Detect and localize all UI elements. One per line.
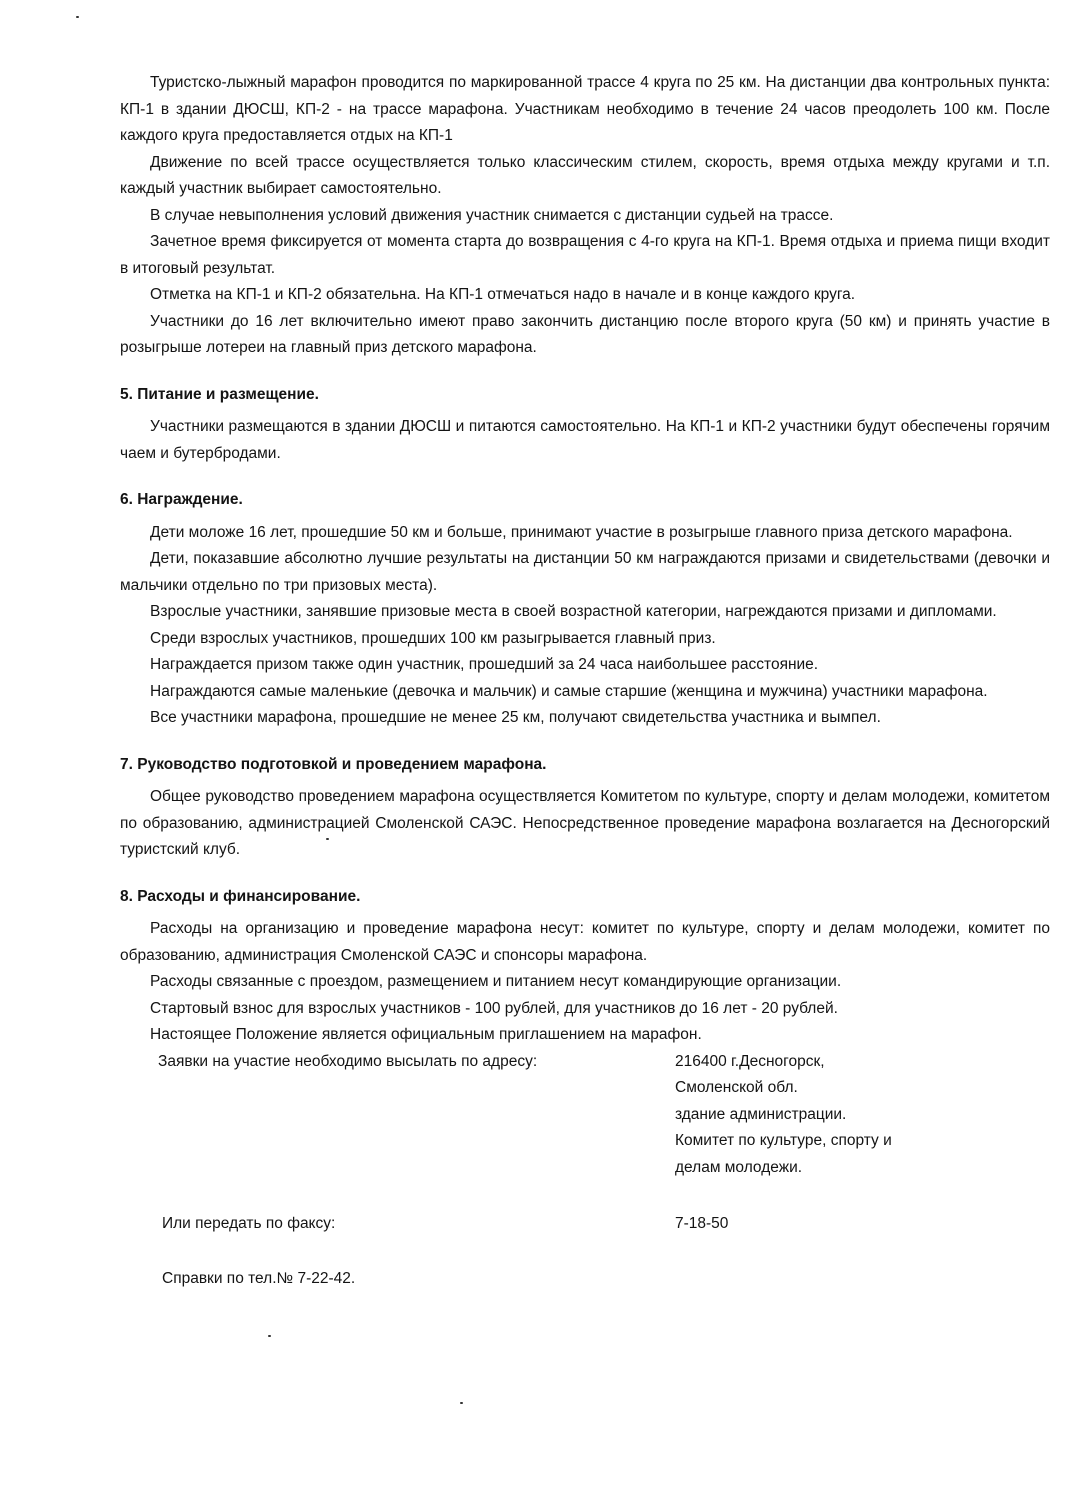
section-7 — [120, 752, 1050, 864]
section-paragraph: Настоящее Положение является официальным приглашением на марафон. — [150, 1026, 702, 1043]
section-paragraph: Дети, показавшие абсолютно лучшие результаты на дистанции 50 км награждаются призами и свидетельствами (девочки и мальчики отдельно по три призовых места). — [120, 550, 1050, 594]
application-address — [120, 1049, 1050, 1182]
intro-paragraph: В случае невыполнения условий движения участник снимается с дистанции судьей на трассе. — [150, 206, 834, 224]
address-line: Смоленской обл. — [675, 1079, 798, 1096]
intro-block — [120, 70, 1050, 362]
scan-speck — [268, 1335, 271, 1337]
fax-info — [120, 1211, 1050, 1238]
section-paragraph: Расходы на организацию и проведение марафона несут: комитет по культуре, спорту и делам молодежи, комитет по образованию, администрация Смоленской САЭС и спонсоры марафона. — [120, 920, 1050, 964]
section-6 — [120, 487, 1050, 732]
address-line: 216400 г.Десногорск, — [675, 1052, 825, 1070]
address-line: здание администрации. — [675, 1105, 847, 1123]
section-paragraph: Стартовый взнос для взрослых участников - 100 рублей, для участников до 16 лет - 20 рублей. — [150, 999, 838, 1017]
section-8 — [120, 884, 1050, 1293]
intro-paragraph: Зачетное время фиксируется от момента старта до возвращения с 4-го круга на КП-1. Время отдыха и приема пищи входит в итоговый результат. — [120, 233, 1050, 277]
address-label: Заявки на участие необходимо высылать по адресу: — [158, 1052, 538, 1070]
fax-label: Или передать по факсу: — [162, 1215, 336, 1232]
fax-number: 7-18-50 — [675, 1215, 729, 1232]
section-paragraph: Награждается призом также один участник, прошедший за 24 часа наибольшее расстояние. — [150, 656, 819, 673]
scan-speck — [460, 1402, 463, 1404]
section-paragraph: Взрослые участники, занявшие призовые места в своей возрастной категории, нагреждаются призами и дипломами. — [150, 603, 997, 620]
scan-speck — [76, 16, 79, 18]
address-line: делам молодежи. — [675, 1158, 803, 1176]
section-heading: 8. Расходы и финансирование. — [120, 887, 361, 905]
section-paragraph: Дети моложе 16 лет, прошедшие 50 км и больше, принимают участие в розыгрыше главного приза детского марафона. — [150, 523, 1013, 541]
section-paragraph: Награждаются самые маленькие (девочка и мальчик) и самые старшие (женщина и мужчина) участники марафона. — [150, 682, 988, 700]
section-paragraph: Расходы связанные с проездом, размещением и питанием несут командирующие организации. — [150, 973, 842, 990]
section-paragraph: Среди взрослых участников, прошедших 100 км разыгрывается главный приз. — [150, 629, 716, 647]
intro-paragraph: Движение по всей трассе осуществляется только классическим стилем, скорость, время отдыха между кругами и т.п. каждый участник выбирает самостоятельно. — [120, 153, 1050, 197]
section-heading: 7. Руководство подготовкой и проведением марафона. — [120, 755, 547, 773]
phone-info: Справки по тел.№ 7-22-42. — [162, 1269, 356, 1287]
scan-speck — [326, 838, 329, 840]
section-paragraph: Участники размещаются в здании ДЮСШ и питаются самостоятельно. На КП-1 и КП-2 участники будут обеспечены горячим чаем и бутербродами. — [120, 418, 1050, 462]
section-5 — [120, 382, 1050, 468]
address-lines — [675, 1049, 1050, 1182]
intro-paragraph: Туристско-лыжный марафон проводится по маркированной трассе 4 круга по 25 км. На дистанции два контрольных пункта: КП-1 в здании ДЮСШ, КП-2 - на трассе марафона. Участникам необходимо в течение 24 часов преодолеть 100 км. После каждого круга предоставляется отдых на КП-1 — [120, 74, 1050, 144]
section-paragraph: Общее руководство проведением марафона осуществляется Комитетом по культуре, спорту и делам молодежи, комитетом по образованию, администрацией Смоленской САЭС. Непосредственное проведение марафона возлагается на Десногорский туристский клуб. — [120, 788, 1050, 858]
document-page — [120, 70, 1050, 1292]
intro-paragraph: Отметка на КП-1 и КП-2 обязательна. На КП-1 отмечаться надо в начале и в конце каждого круга. — [150, 286, 856, 303]
address-line: Комитет по культуре, спорту и — [675, 1132, 892, 1149]
section-paragraph: Все участники марафона, прошедшие не менее 25 км, получают свидетельства участника и вымпел. — [150, 709, 881, 726]
section-heading: 6. Награждение. — [120, 491, 243, 508]
section-heading: 5. Питание и размещение. — [120, 385, 319, 403]
intro-paragraph: Участники до 16 лет включительно имеют право закончить дистанцию после второго круга (50 км) и принять участие в розыгрыше лотереи на главный приз детского марафона. — [120, 312, 1050, 356]
